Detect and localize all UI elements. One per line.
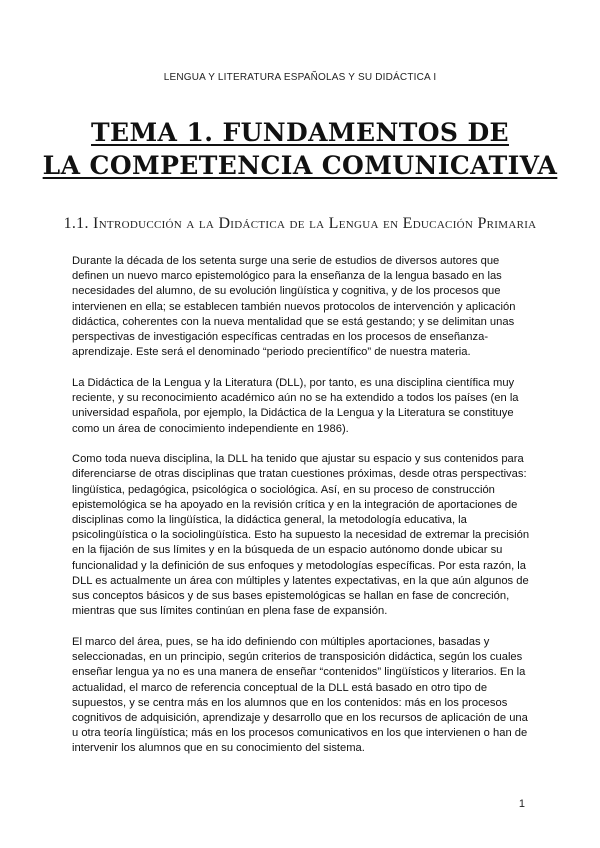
- title-line-2: LA COMPETENCIA COMUNICATIVA: [42, 151, 558, 180]
- running-header: LENGUA Y LITERATURA ESPAÑOLAS Y SU DIDÁCTICA I: [163, 72, 437, 83]
- section-heading: 1.1. Introducción a la Didáctica de la Lengua en Educación Primaria: [63, 215, 537, 232]
- body-text: [72, 254, 532, 772]
- paragraph-3: Como toda nueva disciplina, la DLL ha tenido que ajustar su espacio y sus contenidos para diferenciarse de otras disciplinas que tratan cuestiones próximas, desde otras perspectivas: lingüística, pedagógica, psicológica o sociológica. Así, en su proceso de construcción epistemológica se ha apoyado en la revisión crítica y en la integración de aportaciones de disciplinas como la lingüística, la didáctica general, la metodología educativa, la psicolingüística o la sociolingüística. Esto ha supuesto la necesidad de extremar la precisión en la fijación de sus límites y en la búsqueda de un espacio autónomo donde ubicar su funcionalidad y la definición de sus enfoques y metodologías específicas. Por esta razón, la DLL es actualmente un área con múltiples y latentes expectativas, en la que aún algunos de sus conceptos básicos y de sus bases epistemológicas se hallan en fase de concreción, mientras que sus límites continúan en plena fase de expansión.: [72, 453, 530, 618]
- paragraph-4: El marco del área, pues, se ha ido definiendo con múltiples aportaciones, basadas y seleccionadas, en un principio, según criterios de transposición didáctica, según los cuales enseñar lengua ya no es una manera de enseñar “contenidos” lingüísticos y literarios. En la actualidad, el marco de referencia conceptual de la DLL está basado en otro tipo de supuestos, y se centra más en los alumnos que en los contenidos: más en los procesos cognitivos de adquisición, aprendizaje y desarrollo que en los recursos de aplicación de una u otra teoría lingüística; más en los procesos comunicativos en los que intervienen o han de intervenir los alumnos que en su conocimiento del sistema.: [72, 635, 528, 755]
- title-line-1: TEMA 1. FUNDAMENTOS DE: [91, 118, 509, 147]
- paragraph-1: Durante la década de los setenta surge una serie de estudios de diversos autores que definen un nuevo marco epistemológico para la enseñanza de la lengua basado en las necesidades del alumno, de su evolución lingüística y cognitiva, y de los procesos que intervienen en ella; se establecen también nuevos protocolos de intervención y aplicación didáctica, coherentes con la nueva mentalidad que se está gestando; y se delimitan unas perspectivas de investigación específicas centradas en los procesos de enseñanza-aprendizaje. Este será el denominado “periodo precientífico” de nuestra materia.: [72, 255, 516, 359]
- paragraph-2: La Didáctica de la Lengua y la Literatura (DLL), por tanto, es una disciplina científica muy reciente, y su reconocimiento académico aún no se ha extendido a todos los países (en la universidad española, por ejemplo, la Didáctica de la Lengua y la Literatura se constituye como un área de conocimiento independiente en 1986).: [72, 376, 519, 435]
- document-title: [0, 116, 600, 182]
- page-number: 1: [518, 798, 525, 810]
